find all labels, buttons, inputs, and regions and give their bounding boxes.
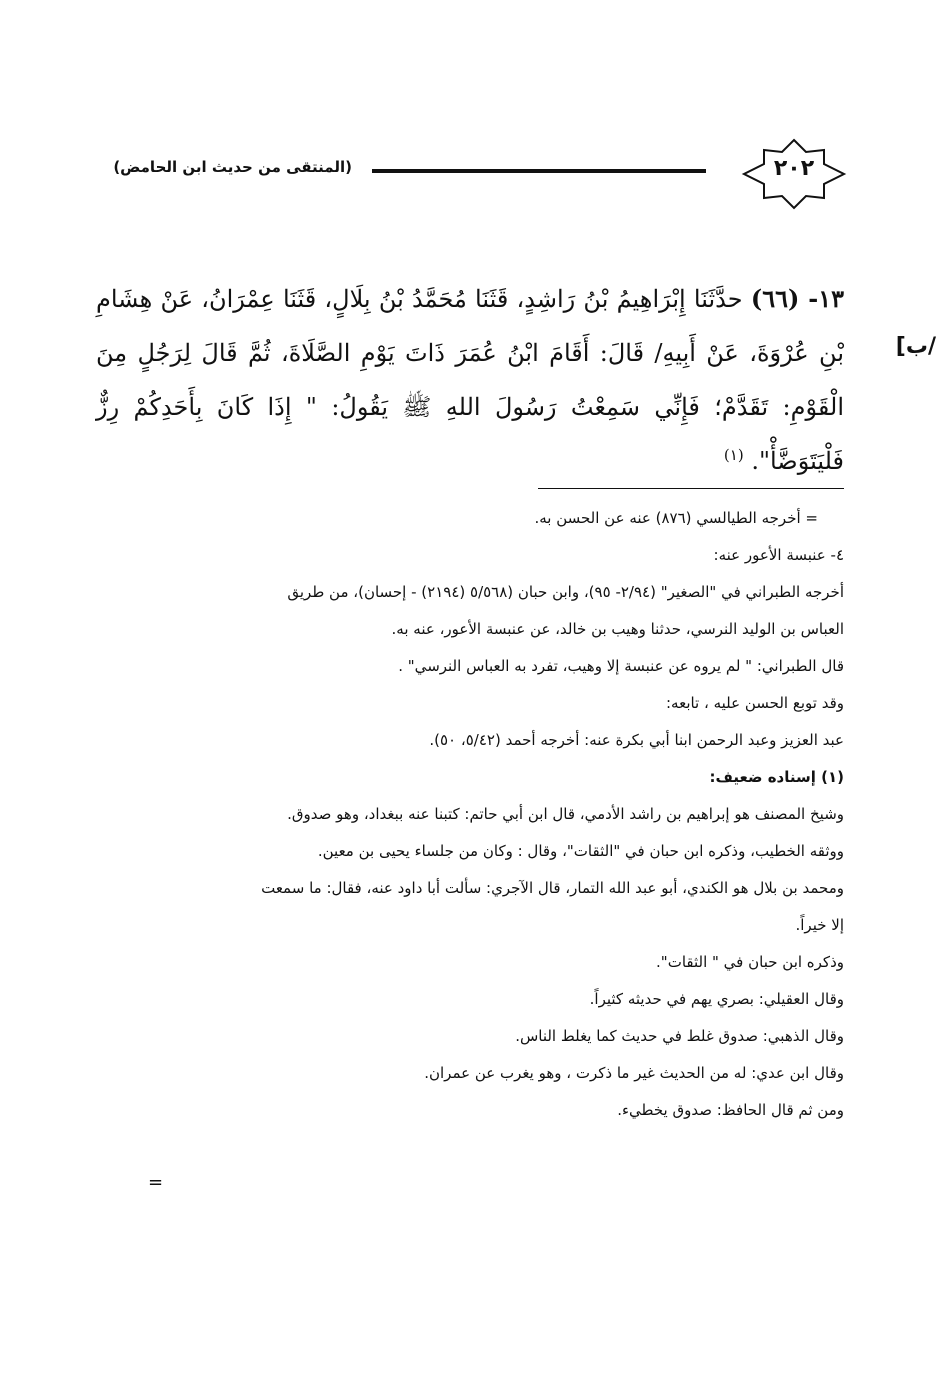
footnote-line: إلا خيراً. [795, 916, 844, 934]
hadith-body: حدَّثَنَا إِبْرَاهِيمُ بْنُ رَاشِدٍ، قَثَنَا مُحَمَّدُ بْنُ بِلَالٍ، قَثَنَا عِمْرَانُ، عَنْ هِشَامِ بْنِ عُرْوَةَ، عَنْ أَبِيهِ/ قَالَ: أَقَامَ ابْنُ عُمَرَ ذَاتَ يَوْمِ الصَّلَاةَ، ثُمَّ قَالَ لِرَجُلٍ مِنَ الْقَوْمِ: تَقَدَّمْ؛ فَإِنِّي سَمِعْتُ رَسُولَ اللهِ ﷺ يَقُولُ: " إِذَا كَانَ بِأَحَدِكُمْ رِزٌّ فَلْيَتَوَضَّأْ". [96, 285, 844, 475]
footnote-line: وقال العقيلي: بصري يهم في حديثه كثيراً. [589, 990, 844, 1008]
footnote-heading: (١) إسناده ضعيف: [709, 768, 844, 786]
footnote-line: ومن ثم قال الحافظ: صدوق يخطيء. [617, 1101, 844, 1119]
page-number-badge [738, 138, 850, 210]
footnote-line: وقال الذهبي: صدوق غلط في حديث كما يغلط الناس. [515, 1027, 844, 1045]
footnote-line: عبد العزيز وعبد الرحمن ابنا أبي بكرة عنه: أخرجه أحمد (٥/٤٢، ٥٠). [429, 731, 844, 749]
page-number: ٢٠٢ [773, 156, 815, 181]
footnote-line: وقد توبع الحسن عليه ، تابعه: [665, 694, 844, 712]
footnote-line: أخرجه الطبراني في "الصغير" (٢/٩٤- ٩٥)، وابن حبان (٥/٥٦٨ (٢١٩٤) - إحسان)، من طريق [287, 583, 844, 601]
hadith-text [96, 272, 844, 488]
margin-folio-note: /ب] [895, 334, 936, 359]
footnote-line: ووثقه الخطيب، وذكره ابن حبان في "الثقات"، وقال : وكان من جلساء يحيى بن معين. [317, 842, 844, 860]
running-title: (المنتقى من حديث ابن الحامض) [113, 158, 352, 176]
footnote-line: وذكره ابن حبان في " الثقات". [656, 953, 844, 971]
footnote-separator [538, 488, 844, 489]
hadith-number: ١٣- (٦٦) [750, 284, 845, 313]
footnotes [96, 500, 844, 1129]
continuation-mark: = [148, 1172, 164, 1193]
footnote-line: قال الطبراني: " لم يروه عن عنبسة إلا وهيب، تفرد به العباس النرسي" . [398, 657, 844, 675]
header-rule [372, 169, 706, 173]
footnote-line: العباس بن الوليد النرسي، حدثنا وهيب بن خالد، عن عنبسة الأعور، عنه به. [391, 620, 844, 638]
footnote-line: = أخرجه الطيالسي (٨٧٦) عنه عن الحسن به. [534, 509, 818, 527]
footnote-line: ٤- عنبسة الأعور عنه: [713, 546, 844, 564]
page-header [0, 138, 940, 218]
footnote-line: وقال ابن عدي: له من الحديث غير ما ذكرت ، وهو يغرب عن عمران. [424, 1064, 844, 1082]
footnote-line: وشيخ المصنف هو إبراهيم بن راشد الأدمي، قال ابن أبي حاتم: كتبنا عنه ببغداد، وهو صدوق. [287, 805, 844, 823]
footnote-reference: (١) [723, 446, 744, 464]
footnote-line: ومحمد بن بلال هو الكندي، أبو عبد الله التمار، قال الآجري: سألت أبا داود عنه، فقال: ما سمعت [261, 879, 844, 897]
